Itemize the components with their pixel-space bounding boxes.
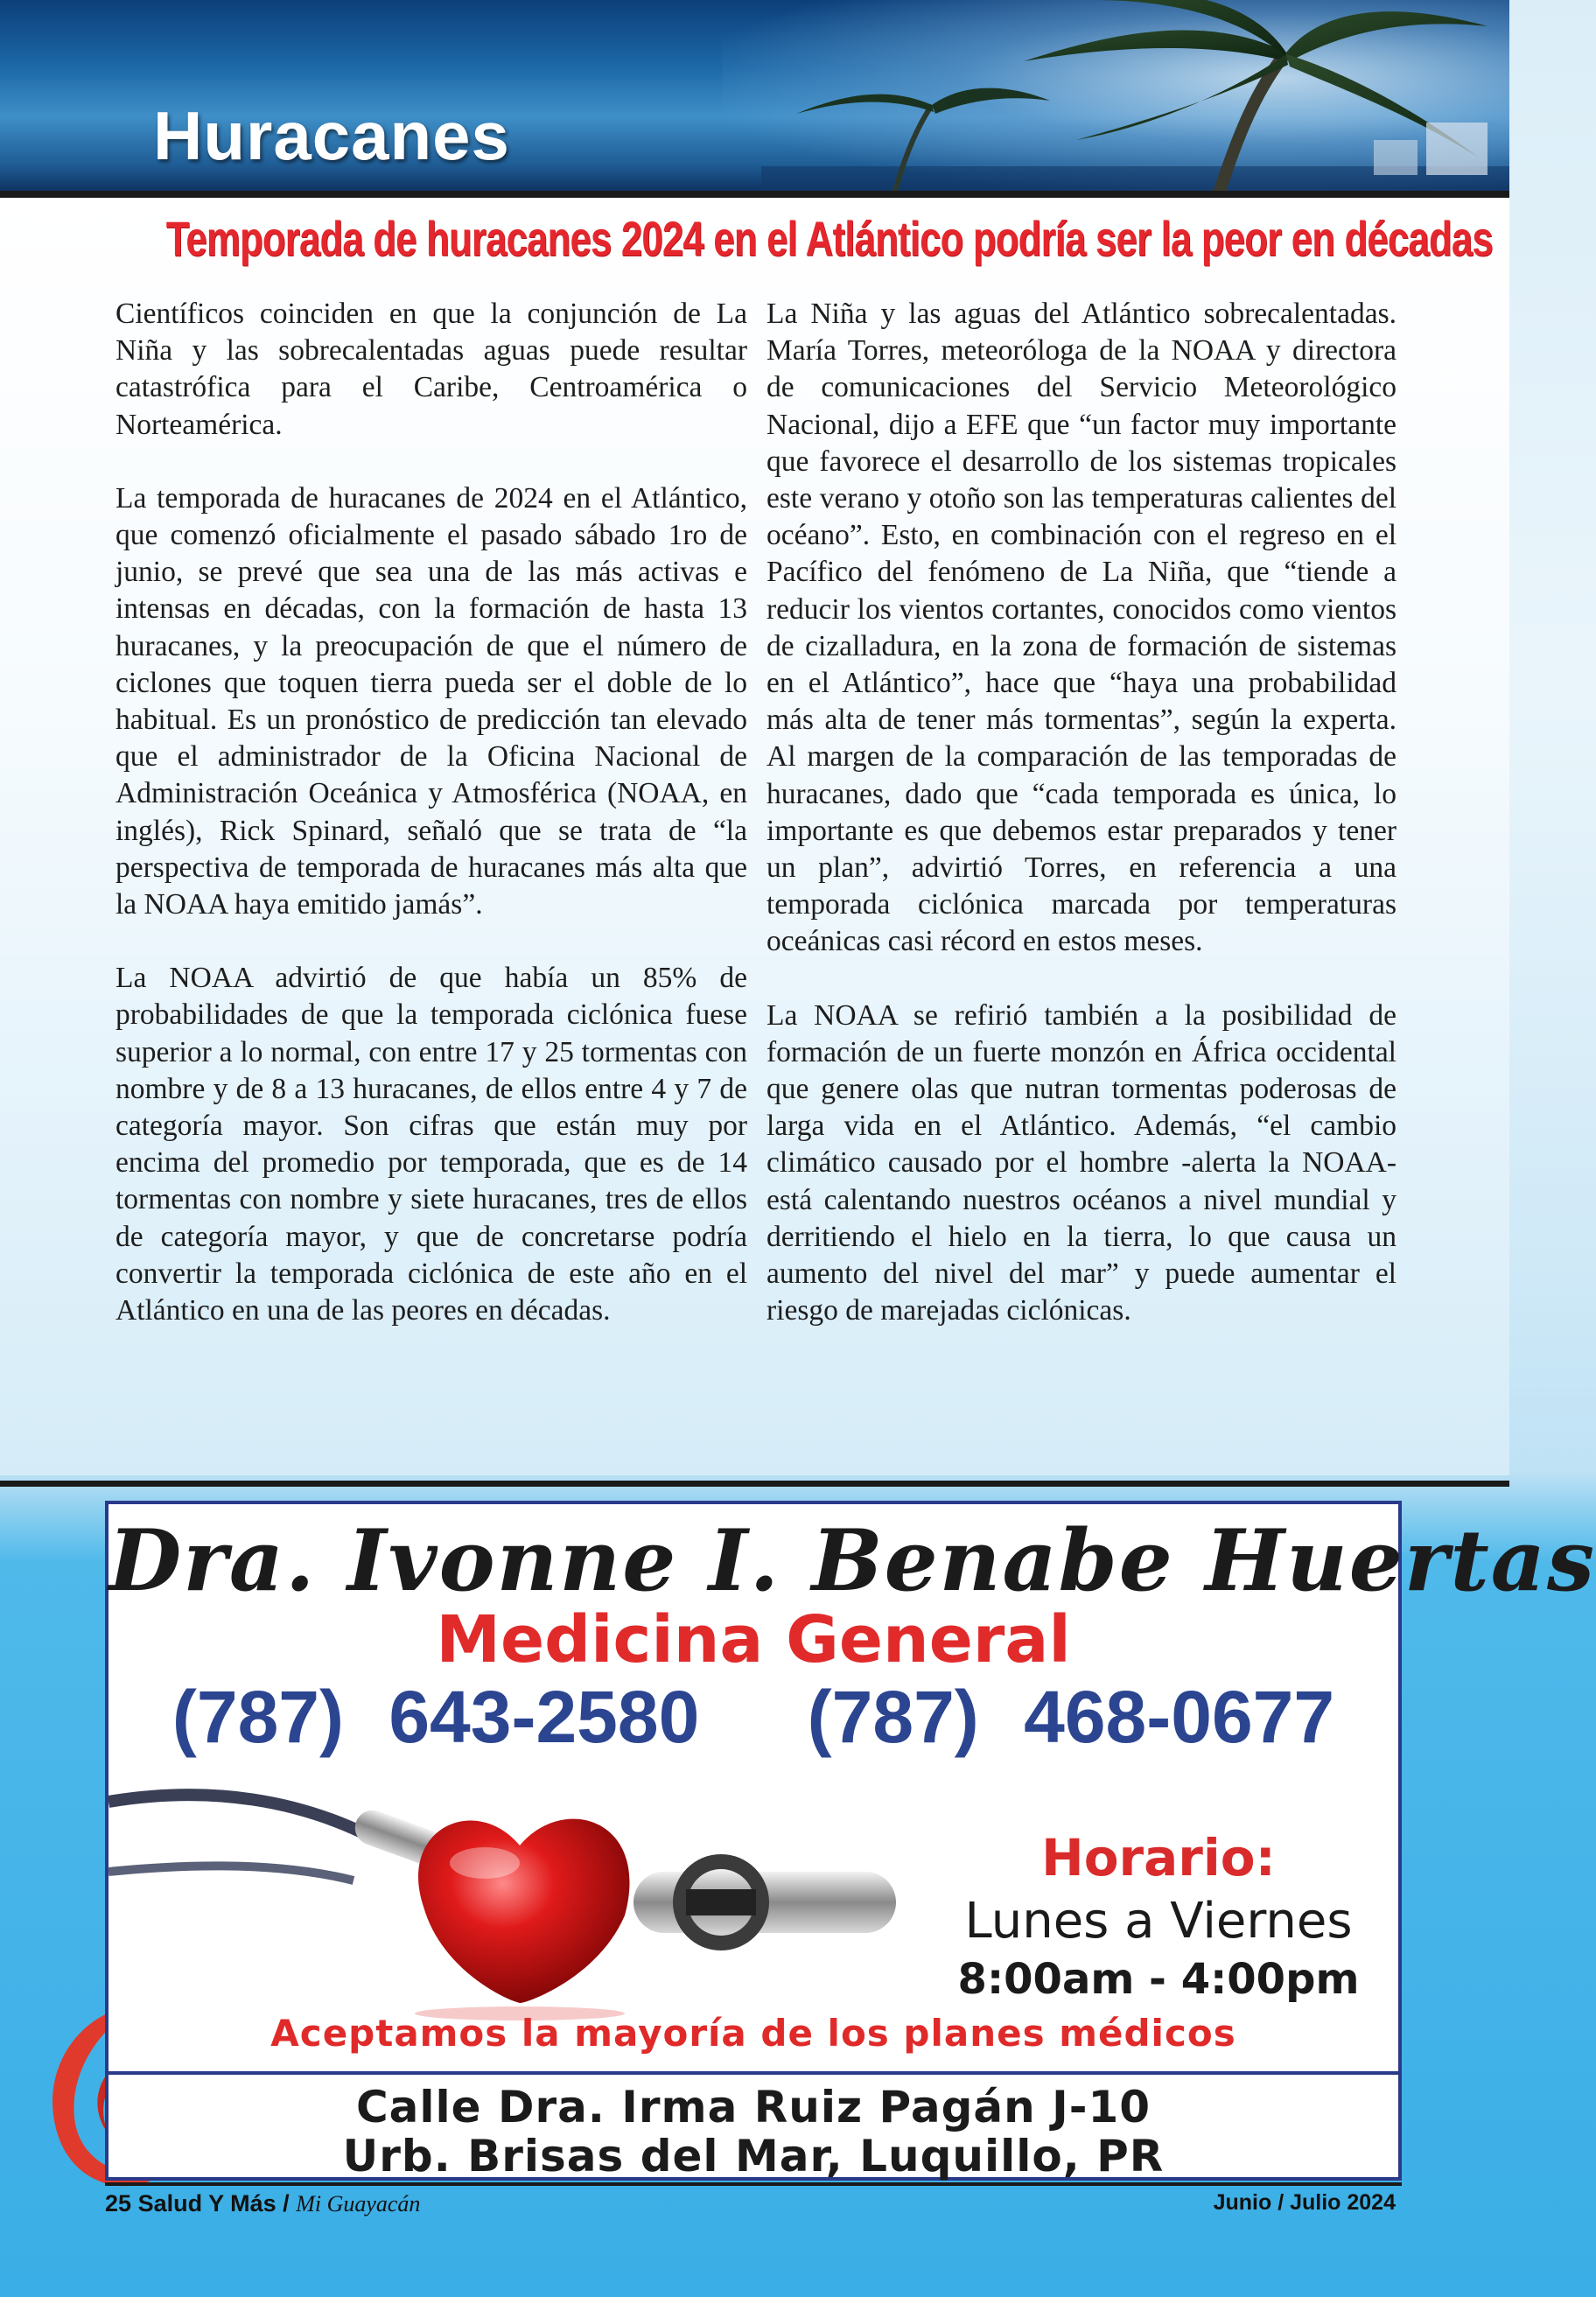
paragraph: La temporada de huracanes de 2024 en el Atlántico, que comenzó oficialmente el pasado sábado 1ro de junio, se prevé que sea una de las más activas e intensas en décadas, con la formación de hasta 13 huracanes, y la preocupación de que el número de ciclones que toquen tierra pueda ser el doble de lo habitual. Es un pronóstico de predicción tan elevado que el administrador de la Oficina Nacional de Administración Oceánica y Atmosférica (NOAA, en inglés), Rick Spinard, señaló que se trata de “la perspectiva de temporada de huracanes más alta que la NOAA haya emitido jamás”. — [116, 481, 747, 921]
magazine-name: Salud Y Más — [137, 2190, 276, 2216]
phone-1[interactable]: (787) 643-2580 — [172, 1676, 700, 1758]
footer-divider — [105, 2182, 1402, 2186]
paragraph: La NOAA advirtió de que había un 85% de probabilidades de que la temporada ciclónica fuese superior a lo normal, con entre 17 y 25 tormentas con nombre y de 8 a 13 huracanes, de ellos entre 4 y 7 de categoría mayor. Son cifras que están muy por encima del promedio por temporada, que es de 14 tormentas con nombre y siete huracanes, tres de ellos de categoría mayor, y que de concretarse podría convertir la temporada ciclónica de este año en el Atlántico en una de las peores en décadas. — [116, 962, 747, 1327]
paragraph: Científicos coinciden en que la conjunción de La Niña y las sobrecalentadas aguas puede resultar catastrófica para el Caribe, Centroamérica o Norteamérica. — [116, 298, 747, 441]
phone-numbers — [108, 1675, 1398, 1760]
header-banner — [0, 0, 1509, 194]
page-number: 25 — [105, 2190, 132, 2216]
paragraph: La Niña y las aguas del Atlántico sobrecalentadas. María Torres, meteoróloga de la NOAA y directora de comunicaciones del Servicio Meteorológico Nacional, dijo a EFE que “un factor muy importante que favorece el desarrollo de los sistemas tropicales este verano y otoño son las temperaturas calientes del océano”. Esto, en combinación con el regreso en el Pacífico del fenómeno de La Niña, que “tiende a reducir los vientos cortantes, conocidos como vientos de cizalladura, en la zona de formación de sistemas en el Atlántico”, hace que “haya una probabilidad más alta de tener más tormentas”, según la experta. Al margen de la comparación de las temporadas de huracanes, dado que “cada temporada es única, lo importante es que debemos estar preparados y tener un plan”, advirtió Torres, en referencia a una temporada ciclónica marcada por temperaturas oceánicas casi récord en estos meses. — [766, 298, 1396, 958]
issue-date: Junio / Julio 2024 — [1213, 2190, 1396, 2215]
specialty: Medicina General — [436, 1602, 1071, 1677]
section-title: Huracanes — [153, 97, 510, 174]
article-column-left — [116, 296, 747, 1366]
article-column-right — [766, 296, 1396, 1366]
address-line-2: Urb. Brisas del Mar, Luquillo, PR — [342, 2131, 1165, 2181]
doctor-advertisement — [105, 1501, 1596, 2181]
hours-time: 8:00am - 4:00pm — [957, 1955, 1360, 2004]
paragraph: La NOAA se refirió también a la posibilidad de formación de un fuerte monzón en África occidental que genere olas que nutran tormentas poderosas de larga vida en el Atlántico. Además, “el cambio climático causado por el hombre -alerta la NOAA- está calentando nuestros océanos a nivel mundial y derritiendo el hielo en la tierra, lo que causa un aumento del nivel del mar” y puede aumentar el riesgo de marejadas ciclónicas. — [766, 998, 1396, 1327]
office-hours — [931, 1828, 1386, 2004]
hours-days: Lunes a Viernes — [964, 1893, 1353, 1950]
phone-2[interactable]: (787) 468-0677 — [807, 1676, 1335, 1758]
section-divider — [0, 1481, 1509, 1487]
palm-tree-image — [761, 0, 1509, 201]
article-headline: Temporada de huracanes 2024 en el Atlántico podría ser la peor en décadas — [165, 211, 1493, 266]
footer-separator: / — [283, 2190, 290, 2216]
footer-left — [105, 2190, 420, 2217]
address-line-1: Calle Dra. Irma Ruiz Pagán J-10 — [355, 2082, 1152, 2132]
brand-name: Mi Guayacán — [296, 2191, 421, 2216]
heart-stethoscope-image — [108, 1767, 931, 2020]
ad-divider — [108, 2071, 1398, 2075]
insurance-plans: Aceptamos la mayoría de los planes médicos — [270, 2012, 1236, 2055]
header-divider — [0, 191, 1509, 198]
doctor-name: Dra. Ivonne I. Benabe Huertas — [108, 1511, 1596, 1610]
hours-title: Horario: — [1041, 1828, 1276, 1887]
